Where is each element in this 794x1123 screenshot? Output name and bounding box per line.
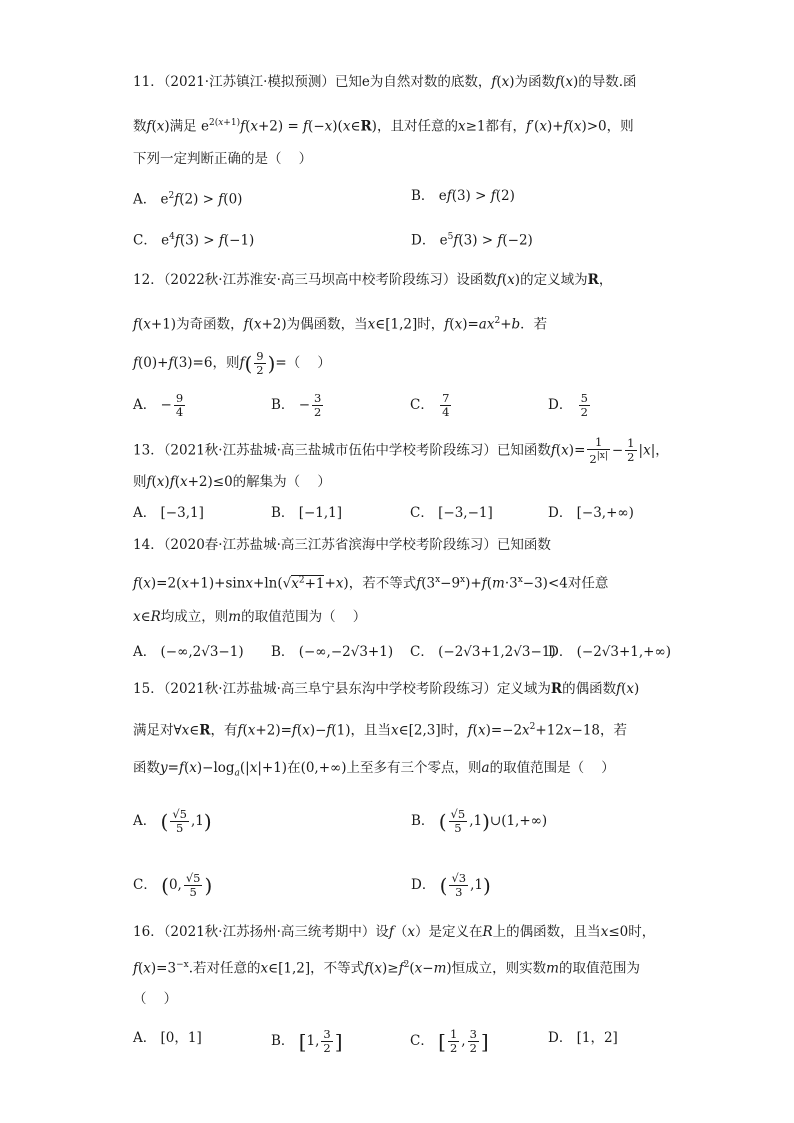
q14-line1: 14．（2020春·江苏盐城·高三江苏省滨海中学校考阶段练习）已知函数 (133, 537, 551, 553)
q16-line1: 16．（2021秋·江苏扬州·高三统考期中）设f（x）是定义在R上的偶函数，且当x≤0时， (133, 924, 656, 940)
q15-number: 15 (133, 681, 151, 697)
q11-line2: 数f(x)满足 $e^{2(x+1)}f(x+2)$ = f(−x)(x∈R)，且对任意的x≥1都有，f′(x)+f(x)>0，则 (133, 118, 634, 135)
q15-option-d: D． ( $\frac{√3}{3}$ ,1) (411, 871, 491, 899)
q11-number: 11 (133, 74, 151, 90)
q16-option-d: D． [1，2] (548, 1030, 618, 1046)
q13-number: 13 (133, 442, 151, 459)
q11-option-a: A． $e^2f(2) > f(0)$ (133, 191, 243, 208)
q13-source: （2021秋·江苏盐城·高三盐城市伍佑中学校考阶段练习） (163, 442, 497, 459)
q14-source: （2020春·江苏盐城·高三江苏省滨海中学校考阶段练习） (163, 537, 497, 553)
q14-number: 14 (133, 537, 151, 553)
q15-line2: 满足对∀x∈R，有f(x+2)=f(x)−f(1)，且当x∈[2,3]时，$f(x)=-2x^2+12x-18$，若 (133, 722, 628, 739)
q12-option-b: B． − $\frac{3}{2}$ (271, 391, 322, 419)
q16-option-c: C． [ $\frac{1}{2}$ , $\frac{3}{2}$ ] (410, 1027, 489, 1055)
q14-option-c: C． (−2√3+1,2√3−1) (410, 644, 556, 660)
q12-line1: 12．（2022秋·江苏淮安·高三马坝高中校考阶段练习）设函数f(x)的定义域为R， (133, 272, 613, 288)
q12-number: 12 (133, 272, 151, 288)
q15-line1: 15．（2021秋·江苏盐城·高三阜宁县东沟中学校考阶段练习）定义域为R的偶函数f(x) (133, 681, 640, 697)
q15-line3: 函数$y=f(x)-\log_a(|x|+1)$在(0,+∞)上至多有三个零点，则a的取值范围是（ ） (133, 760, 615, 779)
q12-line3: f(0)+f(3)=6，则f( $\frac{9}{2}$ )=（ ） (133, 349, 331, 377)
q11-option-d: D． $e^5f(3) > f(-2)$ (411, 232, 533, 249)
q13-line2: 则f(x)f(x+2)≤0的解集为（ ） (133, 474, 331, 490)
q13-option-d: D． [−3,+∞) (548, 505, 634, 521)
q12-option-a: A． − $\frac{9}{4}$ (133, 391, 184, 419)
q13-line1: 13．（2021秋·江苏盐城·高三盐城市伍佑中学校考阶段练习）已知函数f(x)= $\frac{1}{2^{|x|}}$ − $\frac{1}{2}$ |x|， (133, 435, 669, 466)
q16-source: （2021秋·江苏扬州·高三统考期中） (163, 924, 376, 940)
q12-source: （2022秋·江苏淮安·高三马坝高中校考阶段练习） (163, 272, 457, 288)
q11-line3: 下列一定判断正确的是（ ） (133, 151, 313, 167)
q14-option-a: A． (−∞,2√3−1) (133, 644, 244, 660)
q15-option-a: A． ( $\frac{√5}{5}$ ,1) (133, 807, 212, 835)
q15-option-b: B． ( $\frac{√5}{5}$ ,1)∪(1,+∞) (411, 807, 548, 835)
q15-option-c: C． (0, $\frac{√5}{5}$ ) (133, 871, 213, 899)
q16-number: 16 (133, 924, 151, 940)
q15-source: （2021秋·江苏盐城·高三阜宁县东沟中学校考阶段练习） (163, 681, 497, 697)
q14-option-b: B． (−∞,−2√3+1) (271, 644, 394, 660)
q16-line3: （ ） (133, 991, 178, 1007)
q16-line2: $f(x)=3^{-x}$.若对任意的x∈[1,2]，不等式$f(x)\ge f^2(x-m)$恒成立，则实数m的取值范围为 (133, 960, 640, 977)
q13-option-c: C． [−3,−1] (410, 505, 493, 521)
q12-line2: f(x+1)为奇函数，f(x+2)为偶函数，当x∈[1,2]时，$f(x)=ax^2+b$．若 (133, 316, 548, 333)
q12-option-d: D． $\frac{5}{2}$ (548, 391, 588, 419)
q14-option-d: D． (−2√3+1,+∞) (548, 644, 671, 660)
q16-option-a: A． [0，1] (133, 1030, 202, 1046)
q14-line2: $f(x)=2(x+1)+\sin x+\ln(√x^2+1+x)$，若不等式$f(3^x-9^x)+f(m\cdot 3^x-3)<4$对任意 (133, 575, 609, 592)
q11-line1: 11．（2021·江苏镇江·模拟预测）已知e为自然对数的底数，f(x)为函数f(x)的导数.函 (133, 74, 637, 90)
q13-option-b: B． [−1,1] (271, 505, 343, 521)
q12-option-c: C． $\frac{7}{4}$ (410, 391, 450, 419)
q11-option-b: B． ef(3) > f(2) (411, 188, 515, 204)
q11-option-c: C． $e^4f(3) > f(-1)$ (133, 232, 255, 249)
q14-line3: x∈R均成立，则m的取值范围为（ ） (133, 609, 367, 625)
q13-option-a: A． [−3,1] (133, 505, 204, 521)
q16-option-b: B． [1, $\frac{3}{2}$ ] (271, 1027, 343, 1055)
q11-source: （2021·江苏镇江·模拟预测） (163, 74, 335, 90)
